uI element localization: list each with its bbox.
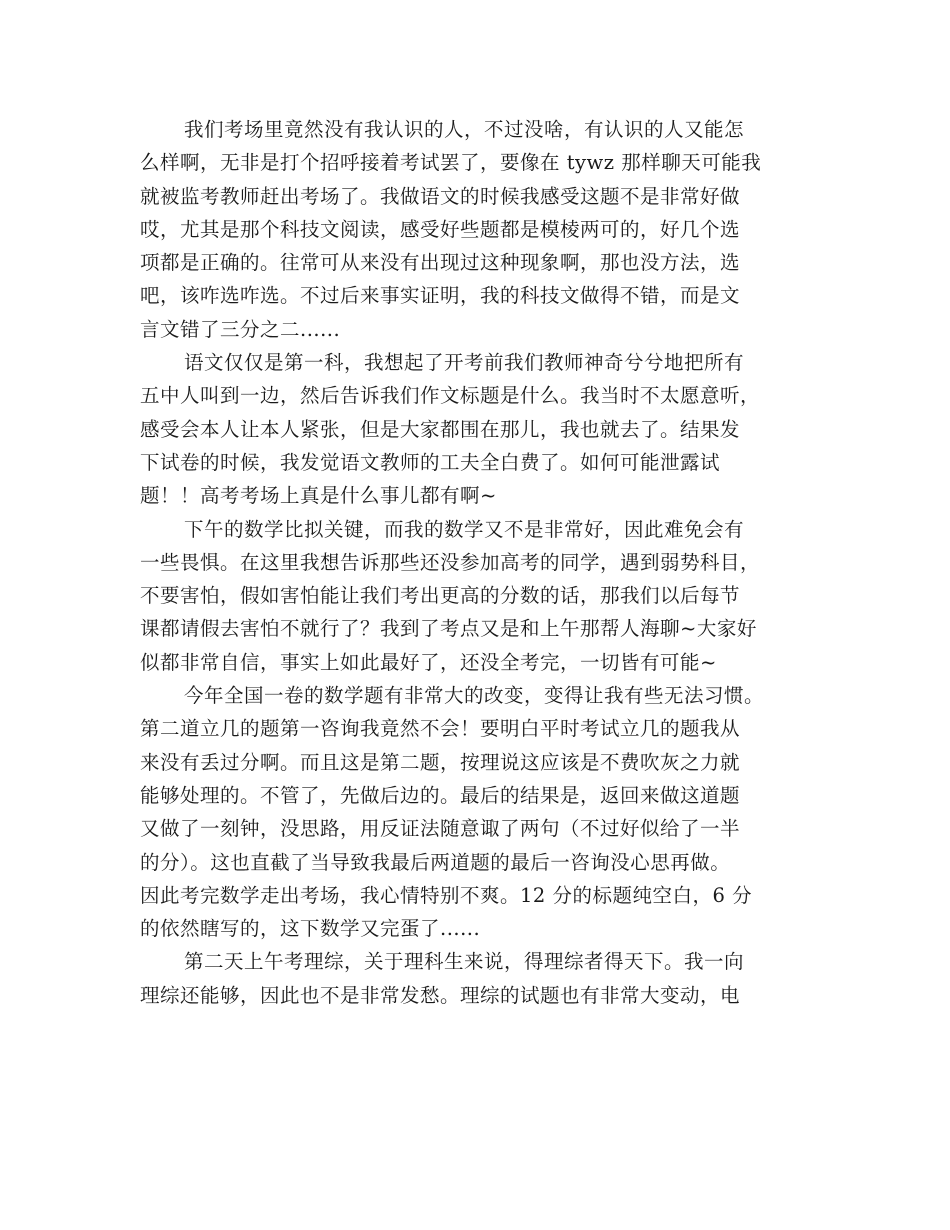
text-line: 下试卷的时候，我发觉语文教师的工夫全白费了。如何可能泄露试 [140,450,721,474]
paragraph-first-line: 我们考场里竟然没有我认识的人，不过没啥，有认识的人又能怎 [184,118,745,141]
text-line: 么样啊，无非是打个招呼接着考试罢了，要像在 tywz 那样聊天可能我 [140,151,762,175]
text-line: 就被监考教师赶出考场了。我做语文的时候我感受这题不是非常好做 [140,184,741,208]
text-line: 不要害怕，假如害怕能让我们考出更高的分数的话，那我们以后每节 [140,584,741,608]
text-line: 课都请假去害怕不就行了？我到了考点又是和上午那帮人海聊~大家好 [140,617,757,641]
text-line: 能够处理的。不管了，先做后边的。最后的结果是，返回来做这道题 [140,783,741,807]
text-line: 理综还能够，因此也不是非常发愁。理综的试题也有非常大变动，电 [140,983,741,1007]
text-line: 来没有丢过分啊。而且这是第二题，按理说这应该是不费吹灰之力就 [140,750,741,774]
text-line: 五中人叫到一边，然后告诉我们作文标题是什么。我当时不太愿意听， [140,384,761,408]
text-line: 似都非常自信，事实上如此最好了，还没全考完，一切皆有可能~ [140,650,717,674]
text-line: 感受会本人让本人紧张，但是大家都围在那儿，我也就去了。结果发 [140,417,741,441]
text-line: 哎，尤其是那个科技文阅读，感受好些题都是模棱两可的，好几个选 [140,217,741,241]
text-line: 的分）。这也直截了当导致我最后两道题的最后一咨询没心思再做。 [140,850,731,874]
paragraph-first-line: 第二天上午考理综，关于理科生来说，得理综者得天下。我一向 [184,950,745,974]
body-text [140,113,820,1012]
text-line: 题！！高考考场上真是什么事儿都有啊~ [140,484,497,508]
text-line: 的依然瞎写的，这下数学又完蛋了...... [140,917,481,941]
paragraph-first-line: 语文仅仅是第一科，我想起了开考前我们教师神奇兮兮地把所有 [184,351,745,375]
text-line: 因此考完数学走出考场，我心情特别不爽。12 分的标题纯空白，6 分 [140,883,753,907]
paragraph-first-line: 今年全国一卷的数学题有非常大的改变，变得让我有些无法习惯。 [184,684,765,708]
text-line: 言文错了三分之二...... [140,317,341,341]
text-line: 第二道立几的题第一咨询我竟然不会！要明白平时考试立几的题我从 [140,717,741,741]
text-line: 吧，该咋选咋选。不过后来事实证明，我的科技文做得不错，而是文 [140,284,741,308]
text-line: 又做了一刻钟，没思路，用反证法随意诹了两句（不过好似给了一半 [140,817,741,841]
text-line: 项都是正确的。往常可从来没有出现过这种现象啊，那也没方法，选 [140,251,741,275]
paragraph-first-line: 下午的数学比拟关键，而我的数学又不是非常好，因此难免会有 [184,517,745,541]
text-line: 一些畏惧。在这里我想告诉那些还没参加高考的同学，遇到弱势科目， [140,550,761,574]
